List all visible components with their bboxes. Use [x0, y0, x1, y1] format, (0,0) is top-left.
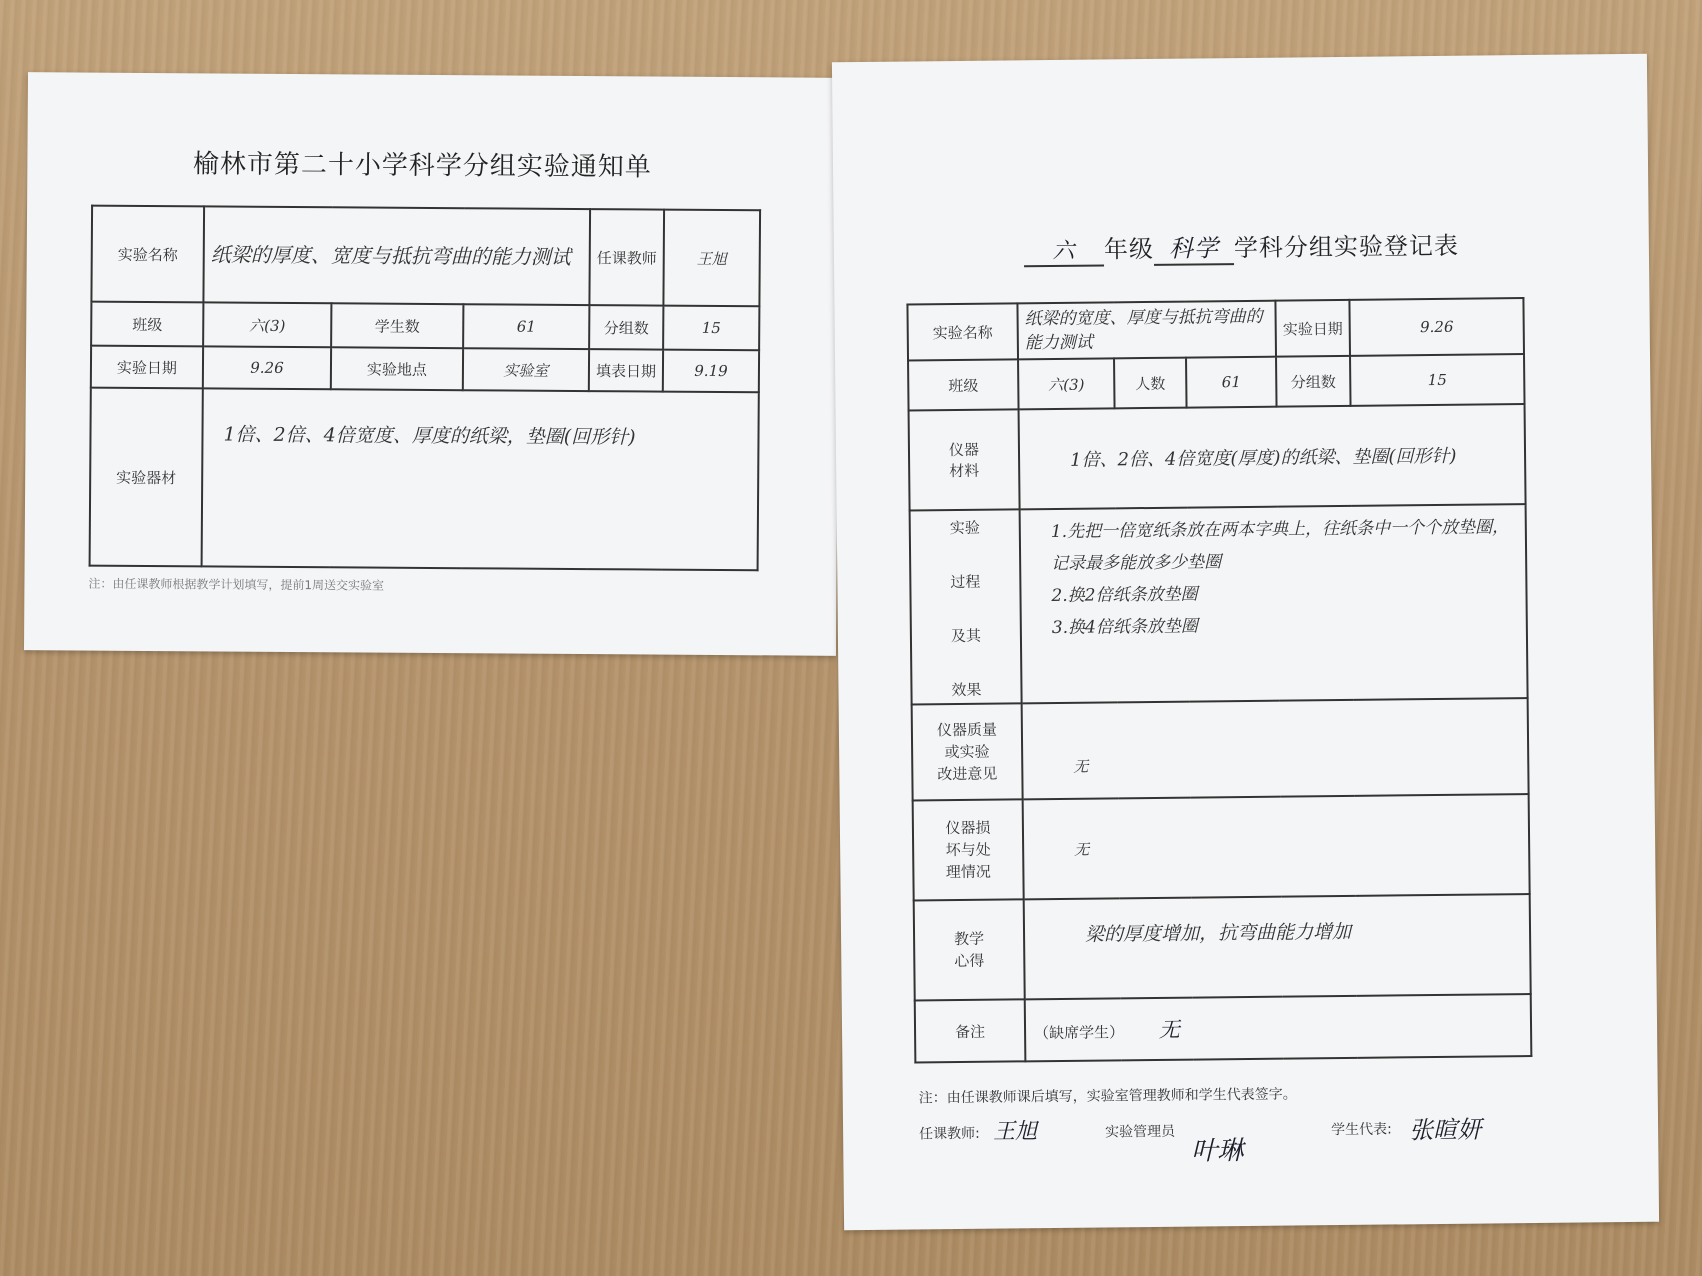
process-step: 1.先把一倍宽纸条放在两本字典上，往纸条中一个个放垫圈，记录最多能放多少垫圈	[1050, 517, 1510, 575]
title-subject: 科学	[1154, 228, 1234, 266]
r-quality-value: 无	[1022, 698, 1529, 799]
r-process-label-line: 效果	[951, 680, 982, 700]
student-count-value: 61	[463, 304, 589, 349]
process-step: 2.换2倍纸条放垫圈	[1051, 584, 1198, 607]
r-absent-label: （缺席学生）	[1033, 1023, 1125, 1043]
register-form-note: 注：由任课教师课后填写，实验室管理教师和学生代表签字。	[918, 1086, 1297, 1107]
admin-signature: 叶琳	[1191, 1136, 1244, 1167]
fill-date-label: 填表日期	[589, 349, 663, 392]
r-reflection-label-line: 教学	[953, 929, 985, 949]
notice-form-note: 注：由任课教师根据教学计划填写，提前1周送交实验室	[88, 576, 385, 593]
admin-sign-label: 实验管理员	[1105, 1123, 1176, 1141]
r-process-label-line: 及其	[950, 626, 982, 646]
r-quality-label-line: 仪器质量	[936, 720, 997, 740]
r-class-value: 六(3)	[1018, 358, 1115, 409]
notice-form-title: 榆林市第二十小学科学分组实验通知单	[192, 149, 652, 183]
register-form-table	[906, 297, 1532, 1063]
student-sign-label: 学生代表:	[1331, 1121, 1392, 1139]
experiment-date-value: 9.26	[203, 346, 331, 389]
r-damage-label-line: 坏与处	[945, 840, 991, 860]
title-grade: 六	[1024, 233, 1104, 267]
r-process-label-line: 实验	[949, 518, 980, 538]
r-experiment-name-value: 纸梁的宽度、厚度与抵抗弯曲的能力测试	[1017, 301, 1276, 360]
r-process-value	[1020, 504, 1528, 703]
title-rest: 学科分组实验登记表	[1233, 231, 1460, 263]
r-experiment-date-label: 实验日期	[1275, 300, 1350, 357]
r-quality-label-line: 改进意见	[937, 764, 998, 784]
student-count-label: 学生数	[331, 303, 463, 348]
student-signature: 张暄妍	[1408, 1115, 1482, 1145]
experiment-date-label: 实验日期	[91, 346, 203, 389]
r-damage-label-line: 理情况	[945, 862, 991, 882]
class-value: 六(3)	[203, 302, 331, 347]
title-grade-suffix: 年级	[1103, 234, 1155, 264]
r-group-count-value: 15	[1350, 354, 1525, 406]
group-count-label: 分组数	[589, 305, 663, 350]
r-people-value: 61	[1186, 357, 1277, 408]
group-count-value: 15	[663, 306, 759, 351]
r-remarks-cell	[1025, 994, 1532, 1061]
r-reflection-label	[914, 899, 1025, 1000]
location-value: 实验室	[463, 348, 589, 391]
experiment-name-label: 实验名称	[91, 206, 204, 303]
r-quality-label-line: 或实验	[944, 742, 990, 762]
equipment-label: 实验器材	[90, 388, 203, 567]
r-people-label: 人数	[1114, 358, 1187, 409]
r-reflection-label-line: 心得	[954, 951, 985, 971]
r-materials-value: 1倍、2倍、4倍宽度(厚度)的纸梁、垫圈(回形针)	[1019, 404, 1526, 509]
r-materials-label-line: 材料	[949, 461, 980, 481]
r-experiment-date-value: 9.26	[1349, 298, 1524, 356]
r-group-count-label: 分组数	[1276, 356, 1351, 407]
notice-form-table	[89, 205, 762, 572]
process-step: 3.换4倍纸条放垫圈	[1051, 616, 1198, 639]
r-remarks-value: 无	[1158, 1017, 1180, 1042]
register-form-sheet	[832, 54, 1659, 1230]
location-label: 实验地点	[331, 347, 463, 390]
teacher-sign-label: 任课教师:	[919, 1125, 980, 1143]
r-damage-label-line: 仪器损	[945, 818, 991, 838]
r-experiment-name-label: 实验名称	[907, 303, 1018, 360]
r-materials-label-line: 仪器	[948, 440, 980, 460]
teacher-label: 任课教师	[589, 209, 664, 306]
fill-date-value: 9.19	[663, 350, 759, 393]
class-label: 班级	[91, 302, 203, 347]
r-class-label: 班级	[908, 359, 1019, 410]
r-reflection-value: 梁的厚度增加，抗弯曲能力增加	[1024, 894, 1531, 999]
r-process-label-line: 过程	[950, 572, 981, 592]
experiment-name-value: 纸梁的厚度、宽度与抵抗弯曲的能力测试	[203, 206, 590, 305]
notice-form-sheet	[24, 72, 840, 656]
r-remarks-label: 备注	[915, 999, 1026, 1062]
teacher-signature: 王旭	[992, 1119, 1038, 1145]
r-damage-label	[913, 799, 1024, 900]
r-materials-label	[909, 409, 1020, 510]
register-form-title	[834, 224, 1649, 270]
r-process-label	[910, 509, 1022, 704]
r-quality-label	[912, 703, 1023, 800]
equipment-value: 1倍、2倍、4倍宽度、厚度的纸梁，垫圈(回形针)	[202, 388, 759, 570]
r-damage-value: 无	[1023, 794, 1530, 899]
teacher-value: 王旭	[663, 210, 760, 307]
